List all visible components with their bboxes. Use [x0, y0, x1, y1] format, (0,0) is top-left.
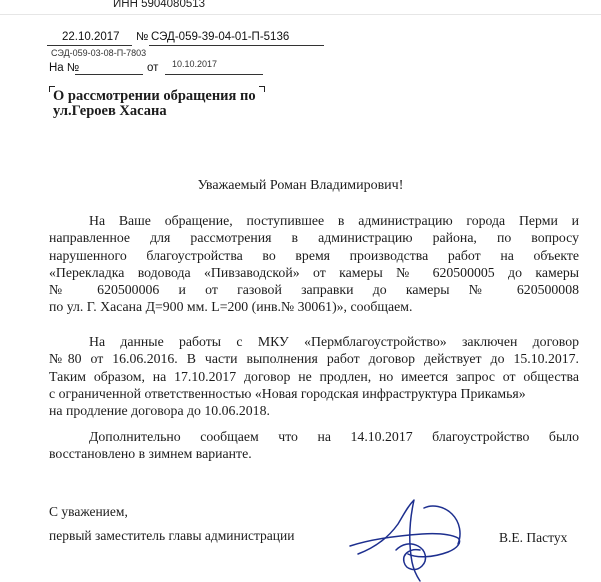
letter-date: 22.10.2017 [62, 31, 120, 43]
greeting: Уважаемый Роман Владимирович! [197, 178, 404, 193]
reference-number-label: На № [49, 62, 80, 74]
subject-block [53, 89, 256, 119]
reference-number-underline [75, 74, 143, 75]
handwritten-signature [336, 488, 486, 582]
text-line: по ул. Г. Хасана Д=900 мм. L=200 (инв.№ 30061)», сообщаем. [49, 299, 413, 315]
reference-date-label: от [147, 62, 159, 74]
reference-date: 10.10.2017 [172, 59, 218, 69]
paragraph-3 [49, 428, 579, 463]
text-line: на продление договора до 10.06.2018. [49, 403, 270, 419]
registration-number: СЭД-059-39-04-01-П-5136 [151, 31, 290, 43]
subject-line-2: ул.Героев Хасана [53, 103, 167, 119]
text-line: №80 от 16.06.2016. В части выполнения работ договор действует до 15.10.2017. [49, 351, 579, 367]
reference-date-underline [165, 74, 263, 75]
text-line: восстановлено в зимнем варианте. [49, 446, 252, 462]
text-line: На Ваше обращение, поступившее в администрацию города Перми и [89, 213, 579, 228]
number-underline [149, 45, 324, 46]
text-line: Таким образом, на 17.10.2017 договор не продлен, но имеется запрос от общества [49, 368, 579, 384]
reference-code: СЭД-059-03-08-П-7803 [51, 48, 147, 58]
text-line: № 620500006 и от газовой заправки до камеры № 620500008 [49, 282, 579, 298]
signer-name: В.Е. Пастух [499, 530, 568, 545]
number-sign: № [136, 31, 149, 43]
text-line: направленное для рассмотрения в администрацию района, по вопросу [49, 230, 579, 246]
signer-position: первый заместитель главы администрации [49, 528, 295, 543]
paragraph-2 [49, 333, 579, 419]
subject-line-1: О рассмотрении обращения по [53, 88, 256, 104]
inn-number: ИНН 5904080513 [113, 0, 206, 10]
text-line: Дополнительно сообщаем что на 14.10.2017 благоустройство было [89, 429, 579, 444]
text-line: На данные работы с МКУ «Пермблагоустройство» заключен договор [89, 334, 579, 349]
date-underline [47, 45, 132, 46]
closing: С уважением, [49, 504, 128, 519]
paragraph-1 [49, 212, 579, 316]
subject-bracket-right [259, 86, 265, 92]
text-line: с ограниченной ответственностью «Новая городская инфраструктура Прикамья» [49, 385, 526, 401]
text-line: «Перекладка водовода «Пивзаводской» от камеры № 620500005 до камеры [49, 264, 579, 280]
text-line: нарушенного благоустройства во время производства работ на объекте [49, 247, 579, 263]
top-divider [0, 14, 601, 15]
